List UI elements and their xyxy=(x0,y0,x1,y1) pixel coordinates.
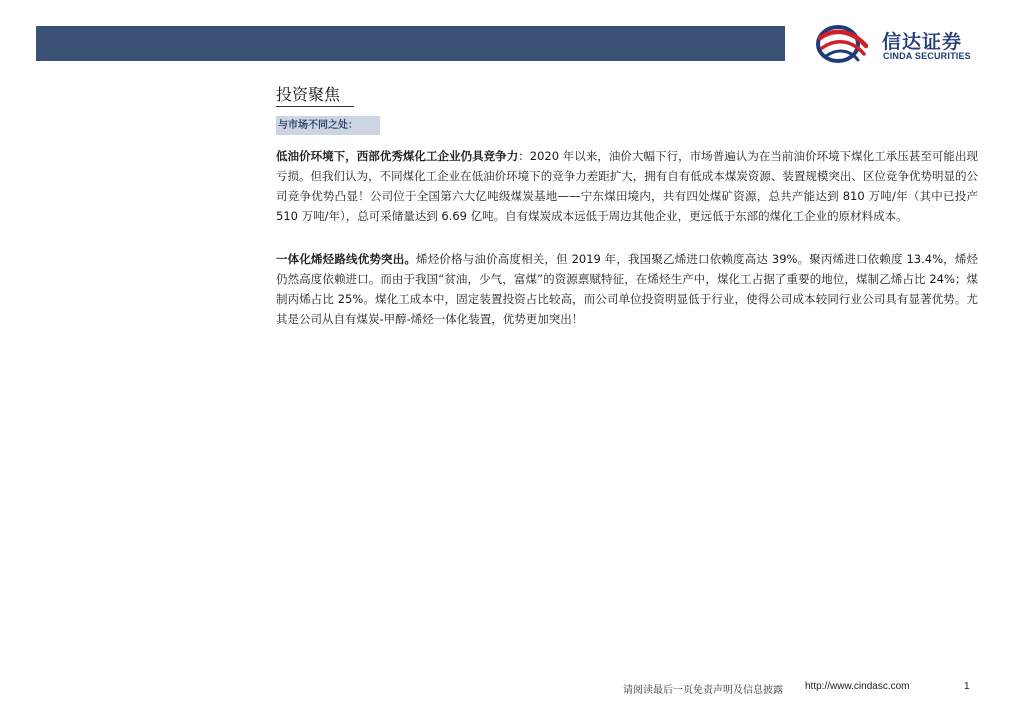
subsection-heading: 与市场不同之处： xyxy=(276,116,380,135)
paragraph-1-lead: 低油价环境下，西部优秀煤化工企业仍具竞争力 xyxy=(276,149,519,163)
brand-name-cn: 信达证券 xyxy=(882,31,963,53)
paragraph-1 xyxy=(276,146,978,226)
title-underline xyxy=(276,106,354,107)
paragraph-2 xyxy=(276,249,978,329)
header-bar xyxy=(36,26,785,61)
disclaimer-note: 请阅读最后一页免责声明及信息披露 xyxy=(623,685,783,696)
brand-logo xyxy=(814,24,994,64)
footer-url-link[interactable]: http://www.cindasc.com xyxy=(805,681,910,692)
cinda-logo-icon xyxy=(814,24,874,64)
brand-name-en: CINDA SECURITIES xyxy=(883,51,971,61)
page-number: 1 xyxy=(964,681,970,692)
paragraph-2-lead: 一体化烯烃路线优势突出。 xyxy=(276,252,417,266)
paragraph-2-text: 烯烃价格与油价高度相关，但 2019 年，我国聚乙烯进口依赖度高达 39%。聚丙烯进口依赖度 13.4%，烯烃仍然高度依赖进口。而由于我国“贫油，少气，富煤”的资源禀赋特征，在烯烃生产中，煤化工占据了重要的地位，煤制乙烯占比 24%；煤制丙烯占比 25%。煤化工成本中，固定装置投资占比较高，而公司单位投资明显低于行业，使得公司成本较同行业公司具有显著优势。尤其是公司从自有煤炭-甲醇-烯烃一体化装置，优势更加突出！ xyxy=(276,252,979,326)
paragraph-1-text: ：2020 年以来，油价大幅下行，市场普遍认为在当前油价环境下煤化工承压甚至可能出现亏损。但我们认为，不同煤化工企业在低油价环境下的竞争力差距扩大，拥有自有低成本煤炭资源、装置规模突出、区位竞争优势明显的公司竞争优势凸显！公司位于全国第六大亿吨级煤炭基地——宁东煤田境内，共有四处煤矿资源，总共产能达到 810 万吨/年（其中已投产 510 万吨/年），总可采储量达到 6.69 亿吨。自有煤炭成本远低于周边其他企业，更远低于东部的煤化工企业的原材料成本。 xyxy=(276,149,978,223)
page-title: 投资聚焦 xyxy=(276,85,341,104)
